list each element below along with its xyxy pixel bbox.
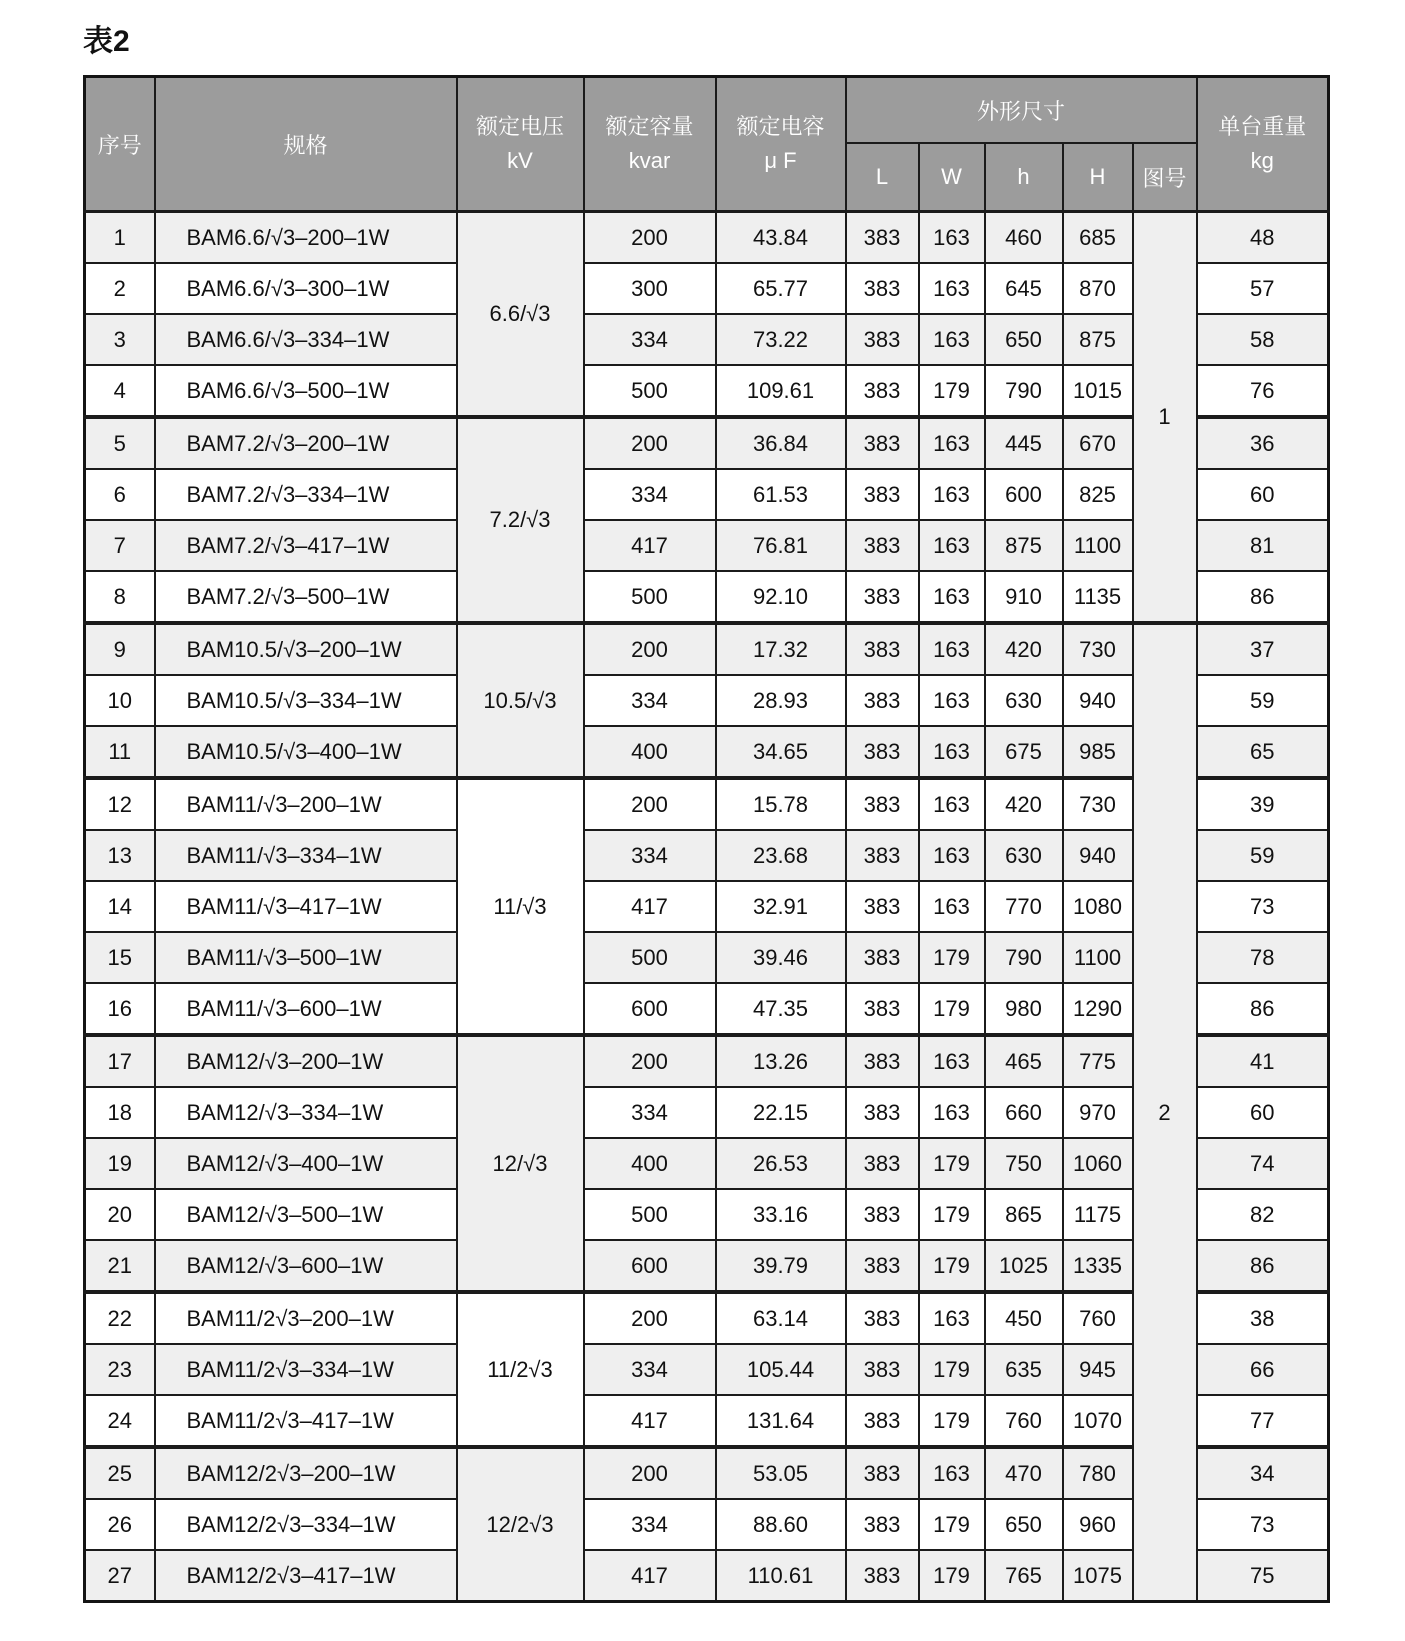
cell-weight: 86 [1197, 983, 1329, 1035]
cell-weight: 37 [1197, 623, 1329, 675]
cell-capacity: 400 [584, 1138, 716, 1189]
cell-weight: 36 [1197, 417, 1329, 469]
cell-weight: 81 [1197, 520, 1329, 571]
cell-dim-w: 163 [919, 1035, 985, 1087]
cell-dim-l: 383 [846, 469, 919, 520]
cell-dim-l: 383 [846, 571, 919, 623]
cell-weight: 73 [1197, 881, 1329, 932]
cell-capacitance: 39.46 [716, 932, 846, 983]
cell-spec: BAM6.6/√3–200–1W [155, 212, 457, 264]
col-header-serial: 序号 [85, 77, 155, 212]
col-header-spec: 规格 [155, 77, 457, 212]
cell-capacitance: 39.79 [716, 1240, 846, 1292]
cell-serial: 22 [85, 1292, 155, 1344]
col-header-capacity [584, 77, 716, 212]
cell-dim-w: 163 [919, 623, 985, 675]
cell-dim-h-small: 1025 [985, 1240, 1063, 1292]
cell-voltage-group: 6.6/√3 [457, 212, 584, 418]
cell-serial: 5 [85, 417, 155, 469]
cell-dim-h-big: 730 [1063, 623, 1133, 675]
cell-dim-h-small: 420 [985, 623, 1063, 675]
cell-dim-h-big: 685 [1063, 212, 1133, 264]
cell-dim-h-big: 1175 [1063, 1189, 1133, 1240]
cell-serial: 1 [85, 212, 155, 264]
cell-weight: 66 [1197, 1344, 1329, 1395]
cell-dim-l: 383 [846, 263, 919, 314]
cell-spec: BAM10.5/√3–400–1W [155, 726, 457, 778]
cell-capacitance: 76.81 [716, 520, 846, 571]
cell-capacity: 334 [584, 675, 716, 726]
cell-serial: 25 [85, 1447, 155, 1499]
cell-dim-l: 383 [846, 520, 919, 571]
cell-dim-h-big: 760 [1063, 1292, 1133, 1344]
cell-capacity: 400 [584, 726, 716, 778]
cell-dim-w: 163 [919, 520, 985, 571]
cell-dim-h-small: 790 [985, 932, 1063, 983]
cell-capacity: 500 [584, 571, 716, 623]
cell-capacity: 200 [584, 1292, 716, 1344]
cell-weight: 74 [1197, 1138, 1329, 1189]
cell-dim-l: 383 [846, 417, 919, 469]
cell-dim-w: 179 [919, 1550, 985, 1602]
cell-dim-l: 383 [846, 932, 919, 983]
cell-capacity: 200 [584, 212, 716, 264]
col-header-capacity-label: 额定容量 [605, 114, 694, 139]
cell-spec: BAM11/√3–334–1W [155, 830, 457, 881]
cell-serial: 10 [85, 675, 155, 726]
cell-dim-h-small: 630 [985, 675, 1063, 726]
cell-weight: 60 [1197, 469, 1329, 520]
cell-spec: BAM12/√3–334–1W [155, 1087, 457, 1138]
cell-spec: BAM6.6/√3–500–1W [155, 365, 457, 417]
cell-dim-h-big: 1075 [1063, 1550, 1133, 1602]
cell-dim-h-small: 675 [985, 726, 1063, 778]
cell-serial: 2 [85, 263, 155, 314]
cell-dim-h-small: 465 [985, 1035, 1063, 1087]
cell-capacity: 417 [584, 881, 716, 932]
cell-weight: 39 [1197, 778, 1329, 830]
cell-serial: 21 [85, 1240, 155, 1292]
cell-serial: 17 [85, 1035, 155, 1087]
cell-dim-h-big: 1100 [1063, 932, 1133, 983]
header-row-1 [85, 77, 1329, 144]
col-header-voltage-unit: kV [507, 148, 533, 173]
cell-dim-w: 179 [919, 1344, 985, 1395]
cell-dim-h-small: 750 [985, 1138, 1063, 1189]
cell-dim-w: 163 [919, 571, 985, 623]
cell-dim-w: 163 [919, 212, 985, 264]
cell-dim-w: 179 [919, 1189, 985, 1240]
cell-dim-l: 383 [846, 1550, 919, 1602]
cell-dim-l: 383 [846, 1395, 919, 1447]
cell-spec: BAM12/2√3–334–1W [155, 1499, 457, 1550]
cell-dim-h-big: 670 [1063, 417, 1133, 469]
cell-weight: 75 [1197, 1550, 1329, 1602]
cell-serial: 18 [85, 1087, 155, 1138]
cell-dim-h-small: 980 [985, 983, 1063, 1035]
cell-weight: 76 [1197, 365, 1329, 417]
cell-dim-l: 383 [846, 675, 919, 726]
cell-spec: BAM11/2√3–334–1W [155, 1344, 457, 1395]
table-row [85, 623, 1329, 675]
cell-spec: BAM11/2√3–200–1W [155, 1292, 457, 1344]
cell-capacitance: 26.53 [716, 1138, 846, 1189]
cell-dim-l: 383 [846, 726, 919, 778]
cell-dim-h-big: 780 [1063, 1447, 1133, 1499]
cell-dim-w: 163 [919, 1447, 985, 1499]
cell-weight: 73 [1197, 1499, 1329, 1550]
cell-dim-w: 163 [919, 675, 985, 726]
cell-weight: 82 [1197, 1189, 1329, 1240]
cell-dim-h-small: 770 [985, 881, 1063, 932]
cell-dim-h-small: 635 [985, 1344, 1063, 1395]
cell-spec: BAM7.2/√3–417–1W [155, 520, 457, 571]
cell-dim-h-small: 650 [985, 314, 1063, 365]
cell-spec: BAM10.5/√3–200–1W [155, 623, 457, 675]
cell-dim-h-small: 600 [985, 469, 1063, 520]
cell-capacity: 500 [584, 1189, 716, 1240]
cell-dim-w: 163 [919, 726, 985, 778]
table-title: 表2 [83, 25, 130, 58]
cell-dim-l: 383 [846, 623, 919, 675]
cell-dim-h-big: 970 [1063, 1087, 1133, 1138]
cell-serial: 15 [85, 932, 155, 983]
cell-spec: BAM11/√3–200–1W [155, 778, 457, 830]
cell-dim-h-small: 460 [985, 212, 1063, 264]
cell-capacity: 500 [584, 365, 716, 417]
cell-weight: 86 [1197, 1240, 1329, 1292]
cell-capacity: 200 [584, 623, 716, 675]
cell-dim-h-small: 910 [985, 571, 1063, 623]
cell-capacitance: 22.15 [716, 1087, 846, 1138]
cell-dim-h-big: 875 [1063, 314, 1133, 365]
cell-dim-w: 179 [919, 1240, 985, 1292]
col-header-weight [1197, 77, 1329, 212]
cell-serial: 12 [85, 778, 155, 830]
cell-capacity: 417 [584, 1395, 716, 1447]
cell-spec: BAM10.5/√3–334–1W [155, 675, 457, 726]
cell-serial: 16 [85, 983, 155, 1035]
cell-spec: BAM12/2√3–417–1W [155, 1550, 457, 1602]
col-header-dim-l: L [846, 143, 919, 212]
cell-dim-h-big: 960 [1063, 1499, 1133, 1550]
cell-serial: 20 [85, 1189, 155, 1240]
cell-spec: BAM11/√3–600–1W [155, 983, 457, 1035]
cell-dim-h-big: 730 [1063, 778, 1133, 830]
cell-dim-l: 383 [846, 1447, 919, 1499]
cell-dim-l: 383 [846, 1240, 919, 1292]
cell-capacitance: 131.64 [716, 1395, 846, 1447]
cell-spec: BAM7.2/√3–500–1W [155, 571, 457, 623]
cell-capacitance: 17.32 [716, 623, 846, 675]
col-header-weight-unit: kg [1250, 148, 1274, 173]
cell-spec: BAM12/2√3–200–1W [155, 1447, 457, 1499]
cell-dim-h-big: 1290 [1063, 983, 1133, 1035]
col-header-dimensions: 外形尺寸 [846, 77, 1197, 144]
cell-dim-l: 383 [846, 212, 919, 264]
cell-dim-l: 383 [846, 1499, 919, 1550]
cell-serial: 23 [85, 1344, 155, 1395]
cell-dim-w: 163 [919, 417, 985, 469]
cell-dim-h-big: 775 [1063, 1035, 1133, 1087]
col-header-capacitance [716, 77, 846, 212]
cell-serial: 24 [85, 1395, 155, 1447]
cell-dim-l: 383 [846, 314, 919, 365]
cell-capacitance: 110.61 [716, 1550, 846, 1602]
cell-capacity: 200 [584, 1035, 716, 1087]
col-header-weight-label: 单台重量 [1218, 114, 1307, 139]
cell-capacitance: 65.77 [716, 263, 846, 314]
cell-capacity: 334 [584, 1344, 716, 1395]
cell-weight: 86 [1197, 571, 1329, 623]
cell-capacitance: 92.10 [716, 571, 846, 623]
cell-capacitance: 23.68 [716, 830, 846, 881]
cell-dim-l: 383 [846, 830, 919, 881]
cell-figure-group: 2 [1133, 623, 1197, 1602]
cell-weight: 34 [1197, 1447, 1329, 1499]
cell-dim-w: 163 [919, 1292, 985, 1344]
cell-voltage-group: 11/√3 [457, 778, 584, 1035]
cell-dim-h-big: 1100 [1063, 520, 1133, 571]
cell-serial: 11 [85, 726, 155, 778]
cell-spec: BAM11/√3–417–1W [155, 881, 457, 932]
cell-dim-l: 383 [846, 1344, 919, 1395]
cell-voltage-group: 11/2√3 [457, 1292, 584, 1447]
cell-capacitance: 15.78 [716, 778, 846, 830]
cell-dim-h-big: 825 [1063, 469, 1133, 520]
cell-weight: 38 [1197, 1292, 1329, 1344]
cell-dim-h-small: 650 [985, 1499, 1063, 1550]
cell-capacity: 417 [584, 520, 716, 571]
cell-dim-w: 163 [919, 263, 985, 314]
cell-dim-h-small: 445 [985, 417, 1063, 469]
cell-serial: 19 [85, 1138, 155, 1189]
cell-capacity: 300 [584, 263, 716, 314]
col-header-figure: 图号 [1133, 143, 1197, 212]
col-header-dim-w: W [919, 143, 985, 212]
cell-dim-h-small: 420 [985, 778, 1063, 830]
cell-dim-h-small: 470 [985, 1447, 1063, 1499]
cell-dim-h-big: 1135 [1063, 571, 1133, 623]
cell-capacity: 334 [584, 830, 716, 881]
table-body [85, 212, 1329, 1602]
cell-weight: 78 [1197, 932, 1329, 983]
cell-dim-h-big: 945 [1063, 1344, 1133, 1395]
cell-weight: 41 [1197, 1035, 1329, 1087]
cell-spec: BAM12/√3–500–1W [155, 1189, 457, 1240]
cell-weight: 57 [1197, 263, 1329, 314]
cell-dim-w: 163 [919, 1087, 985, 1138]
cell-spec: BAM11/√3–500–1W [155, 932, 457, 983]
cell-capacitance: 61.53 [716, 469, 846, 520]
cell-dim-h-small: 760 [985, 1395, 1063, 1447]
cell-dim-w: 163 [919, 469, 985, 520]
cell-spec: BAM12/√3–600–1W [155, 1240, 457, 1292]
cell-dim-w: 179 [919, 983, 985, 1035]
cell-weight: 65 [1197, 726, 1329, 778]
cell-capacity: 200 [584, 778, 716, 830]
capacitor-spec-table [83, 75, 1330, 1603]
cell-dim-h-small: 630 [985, 830, 1063, 881]
cell-dim-h-big: 1060 [1063, 1138, 1133, 1189]
cell-capacity: 334 [584, 1087, 716, 1138]
cell-capacitance: 13.26 [716, 1035, 846, 1087]
cell-weight: 59 [1197, 675, 1329, 726]
cell-dim-h-big: 870 [1063, 263, 1133, 314]
cell-dim-w: 163 [919, 778, 985, 830]
cell-spec: BAM7.2/√3–200–1W [155, 417, 457, 469]
cell-dim-l: 383 [846, 365, 919, 417]
cell-capacity: 334 [584, 1499, 716, 1550]
table-header [85, 77, 1329, 212]
cell-spec: BAM6.6/√3–334–1W [155, 314, 457, 365]
cell-dim-h-big: 940 [1063, 830, 1133, 881]
cell-voltage-group: 7.2/√3 [457, 417, 584, 623]
cell-dim-l: 383 [846, 881, 919, 932]
col-header-capacitance-label: 额定电容 [736, 114, 825, 139]
cell-dim-h-big: 1080 [1063, 881, 1133, 932]
cell-dim-l: 383 [846, 1035, 919, 1087]
cell-capacity: 334 [584, 469, 716, 520]
cell-voltage-group: 12/2√3 [457, 1447, 584, 1602]
cell-capacitance: 34.65 [716, 726, 846, 778]
cell-capacitance: 43.84 [716, 212, 846, 264]
cell-dim-h-small: 645 [985, 263, 1063, 314]
cell-serial: 6 [85, 469, 155, 520]
cell-capacitance: 28.93 [716, 675, 846, 726]
cell-dim-h-small: 765 [985, 1550, 1063, 1602]
cell-serial: 9 [85, 623, 155, 675]
cell-serial: 26 [85, 1499, 155, 1550]
cell-voltage-group: 10.5/√3 [457, 623, 584, 778]
cell-dim-w: 179 [919, 1138, 985, 1189]
cell-weight: 48 [1197, 212, 1329, 264]
col-header-dim-h-small: h [985, 143, 1063, 212]
cell-dim-w: 179 [919, 1499, 985, 1550]
cell-dim-h-small: 450 [985, 1292, 1063, 1344]
cell-serial: 3 [85, 314, 155, 365]
cell-spec: BAM11/2√3–417–1W [155, 1395, 457, 1447]
cell-dim-h-big: 940 [1063, 675, 1133, 726]
cell-dim-w: 179 [919, 1395, 985, 1447]
cell-capacity: 600 [584, 983, 716, 1035]
cell-capacity: 600 [584, 1240, 716, 1292]
cell-capacitance: 47.35 [716, 983, 846, 1035]
cell-weight: 58 [1197, 314, 1329, 365]
cell-capacitance: 63.14 [716, 1292, 846, 1344]
cell-serial: 7 [85, 520, 155, 571]
cell-dim-h-big: 1070 [1063, 1395, 1133, 1447]
cell-serial: 27 [85, 1550, 155, 1602]
cell-dim-w: 163 [919, 881, 985, 932]
cell-capacitance: 53.05 [716, 1447, 846, 1499]
cell-capacitance: 88.60 [716, 1499, 846, 1550]
cell-dim-h-big: 1335 [1063, 1240, 1133, 1292]
cell-dim-l: 383 [846, 1189, 919, 1240]
cell-weight: 59 [1197, 830, 1329, 881]
cell-dim-w: 163 [919, 830, 985, 881]
cell-weight: 77 [1197, 1395, 1329, 1447]
cell-dim-l: 383 [846, 778, 919, 830]
cell-dim-l: 383 [846, 1087, 919, 1138]
cell-dim-h-small: 790 [985, 365, 1063, 417]
cell-capacity: 200 [584, 1447, 716, 1499]
cell-dim-w: 163 [919, 314, 985, 365]
cell-weight: 60 [1197, 1087, 1329, 1138]
cell-dim-w: 179 [919, 932, 985, 983]
cell-dim-h-small: 865 [985, 1189, 1063, 1240]
col-header-dim-h-big: H [1063, 143, 1133, 212]
cell-dim-h-big: 1015 [1063, 365, 1133, 417]
cell-capacity: 417 [584, 1550, 716, 1602]
table-row [85, 212, 1329, 264]
cell-dim-l: 383 [846, 983, 919, 1035]
cell-dim-l: 383 [846, 1292, 919, 1344]
cell-capacitance: 33.16 [716, 1189, 846, 1240]
col-header-voltage-label: 额定电压 [475, 114, 564, 139]
cell-spec: BAM7.2/√3–334–1W [155, 469, 457, 520]
cell-spec: BAM12/√3–200–1W [155, 1035, 457, 1087]
cell-serial: 14 [85, 881, 155, 932]
cell-dim-h-small: 660 [985, 1087, 1063, 1138]
cell-spec: BAM6.6/√3–300–1W [155, 263, 457, 314]
cell-capacitance: 109.61 [716, 365, 846, 417]
cell-voltage-group: 12/√3 [457, 1035, 584, 1292]
cell-spec: BAM12/√3–400–1W [155, 1138, 457, 1189]
cell-capacitance: 73.22 [716, 314, 846, 365]
cell-capacitance: 36.84 [716, 417, 846, 469]
cell-capacitance: 105.44 [716, 1344, 846, 1395]
cell-capacitance: 32.91 [716, 881, 846, 932]
cell-capacity: 334 [584, 314, 716, 365]
col-header-capacity-unit: kvar [628, 148, 671, 173]
cell-figure-group: 1 [1133, 212, 1197, 624]
cell-serial: 13 [85, 830, 155, 881]
cell-capacity: 200 [584, 417, 716, 469]
cell-dim-w: 179 [919, 365, 985, 417]
cell-dim-l: 383 [846, 1138, 919, 1189]
cell-dim-h-small: 875 [985, 520, 1063, 571]
cell-dim-h-big: 985 [1063, 726, 1133, 778]
cell-capacity: 500 [584, 932, 716, 983]
col-header-voltage [457, 77, 584, 212]
cell-serial: 8 [85, 571, 155, 623]
cell-serial: 4 [85, 365, 155, 417]
col-header-capacitance-unit: μ F [764, 148, 797, 173]
